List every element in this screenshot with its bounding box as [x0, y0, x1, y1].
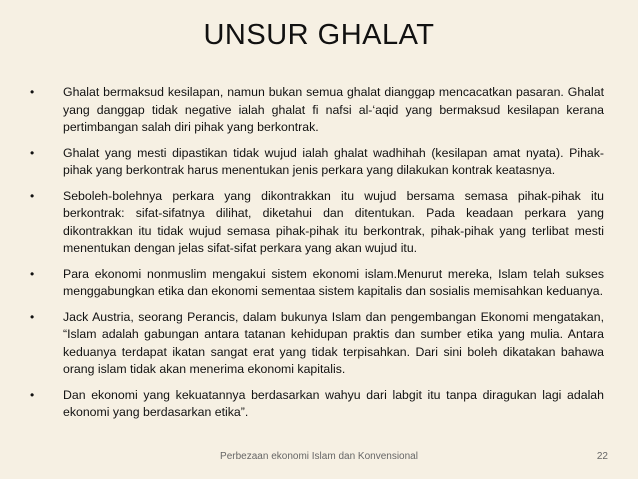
slide-footer: Perbezaan ekonomi Islam dan Konvensional	[220, 451, 418, 462]
bullet-dot-icon: •	[30, 266, 35, 281]
bullet-dot-icon: •	[30, 85, 35, 99]
bullet-text: Ghalat yang mesti dipastikan tidak wujud ialah ghalat wadhihah (kesilapan amat nyata). Pihak-pihak yang berkontrak harus menentukan jenis perkara yang dilakukan kontrak keatasnya.	[63, 145, 604, 177]
bullet-item	[30, 188, 604, 258]
bullet-item	[30, 84, 604, 137]
slide-title: UNSUR GHALAT	[203, 19, 435, 51]
bullet-item	[30, 387, 604, 422]
bullet-item	[30, 145, 604, 180]
bullet-text: Seboleh-bolehnya perkara yang dikontrakkan itu wujud bersama semasa pihak-pihak itu berkontrak: sifat-sifatnya dilihat, diketahui dan ditentukan. Pada keadaan perkara yang dikontrakkan itu tidak wujud semasa pihak-pihak itu berkontrak, pihak-pihak yang terlibat mesti menentukan dengan jelas sifat-sifat perkara yang akan wujud itu.	[63, 188, 604, 255]
bullet-dot-icon: •	[30, 309, 35, 324]
bullet-item	[30, 266, 604, 301]
bullet-text: Ghalat bermaksud kesilapan, namun bukan semua ghalat dianggap mencacatkan pasaran. Ghalat yang danggap tidak negative ialah ghalat fi nafsi al-‘aqid yang bermaksud kesilapan kerana pertimbangan salah diri pihak yang berkontrak.	[63, 85, 604, 134]
bullet-list	[30, 84, 604, 430]
bullet-item	[30, 309, 604, 379]
bullet-text: Para ekonomi nonmuslim mengakui sistem ekonomi islam.Menurut mereka, Islam telah sukses menggabungkan etika dan ekonomi sementaa sistem kapitalis dan sosialis memisahkan keduanya.	[63, 266, 604, 298]
bullet-text: Dan ekonomi yang kekuatannya berdasarkan wahyu dari labgit itu tanpa diragukan lagi adalah ekonomi yang berdasarkan etika”.	[63, 387, 604, 419]
bullet-dot-icon: •	[30, 387, 35, 402]
bullet-text: Jack Austria, seorang Perancis, dalam bukunya Islam dan pengembangan Ekonomi mengatakan, “Islam adalah gabungan antara tatanan kehidupan praktis dan sumber etika yang mulia. Antara keduanya terdapat ikatan sangat erat yang tidak terpisahkan. Dari sini boleh dikatakan bahawa orang islam tidak akan menerima ekonomi kapitalis.	[63, 309, 604, 376]
page-number: 22	[596, 451, 608, 462]
bullet-dot-icon: •	[30, 188, 35, 203]
bullet-dot-icon: •	[30, 145, 35, 160]
